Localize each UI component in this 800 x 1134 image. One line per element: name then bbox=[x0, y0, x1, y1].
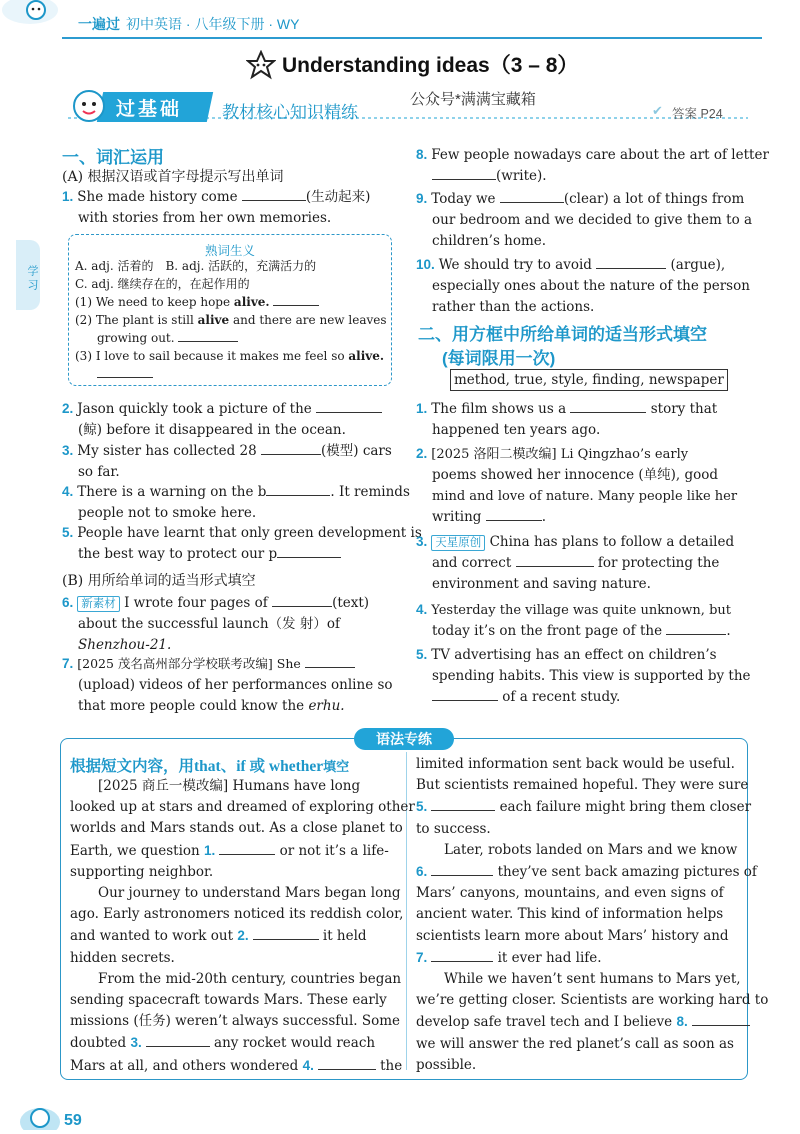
question-hint: (text) bbox=[332, 595, 370, 611]
passage-line: scientists learn more about Mars’ history and bbox=[416, 927, 729, 944]
answer-blank[interactable] bbox=[431, 863, 493, 876]
passage-line: to success. bbox=[416, 820, 491, 837]
question-b2: 2. [2025 洛阳二模改编] Li Qingzhao’s early poems showed her innocence (单纯), good mind and love of nature. Many people like her writing . bbox=[416, 446, 738, 525]
header-series-line bbox=[78, 14, 299, 34]
answer-blank[interactable] bbox=[318, 1057, 376, 1070]
answer-blank[interactable] bbox=[253, 927, 319, 940]
question-text: with stories from her own memories. bbox=[78, 210, 332, 226]
question-text: China has plans to follow a detailed bbox=[489, 534, 735, 550]
question-text: Few people nowadays care about the art of letter bbox=[431, 147, 769, 163]
question-number: 1. bbox=[416, 401, 428, 416]
answer-blank[interactable] bbox=[500, 190, 564, 203]
question-number: 2. bbox=[416, 446, 428, 461]
passage-line: Mars’ canyons, mountains, and even signs of bbox=[416, 885, 724, 902]
section-b-title-2: (每词限用一次) bbox=[442, 349, 556, 368]
answer-blank[interactable] bbox=[316, 400, 382, 413]
question-a1 bbox=[62, 186, 400, 229]
title-star-icon bbox=[246, 50, 276, 84]
answer-blank[interactable] bbox=[277, 545, 341, 558]
passage-line: ancient water. This kind of information helps bbox=[416, 906, 724, 923]
question-text: happened ten years ago. bbox=[432, 422, 601, 438]
answer-blank[interactable] bbox=[486, 508, 542, 521]
grammar-tab bbox=[354, 728, 454, 750]
blank-number: 6. bbox=[416, 864, 428, 880]
question-text: The film shows us a bbox=[431, 401, 567, 417]
question-text: mind and love of nature. Many people like her bbox=[432, 489, 738, 504]
check-icon: ✔ bbox=[652, 104, 663, 119]
answer-ref: 答案 P24 bbox=[672, 107, 723, 121]
word-box bbox=[450, 369, 728, 391]
question-text: the best way to protect our p bbox=[78, 546, 278, 562]
passage-line: supporting neighbor. bbox=[70, 863, 214, 880]
question-b1 bbox=[416, 398, 756, 441]
example-sentence: (2) The plant is still bbox=[75, 313, 194, 327]
question-text: for protecting the bbox=[597, 555, 720, 571]
passage-line: we’re getting closer. Scientists are working hard to bbox=[416, 992, 769, 1009]
question-a8 bbox=[416, 144, 769, 187]
question-text: TV advertising has an effect on children’s bbox=[431, 647, 717, 663]
blank-number: 4. bbox=[302, 1057, 314, 1073]
blank-number: 3. bbox=[130, 1035, 142, 1051]
new-material-tag: 新素材 bbox=[77, 596, 120, 612]
question-hint: (argue), bbox=[670, 257, 726, 273]
passage-line: Mars at all, and others wondered bbox=[70, 1057, 299, 1074]
section-a-title: 一、词汇运用 bbox=[62, 148, 164, 167]
question-number: 8. bbox=[416, 147, 428, 162]
question-text: Jason quickly took a picture of the bbox=[77, 401, 312, 417]
question-text: environment and saving nature. bbox=[432, 576, 651, 592]
blank-number: 7. bbox=[416, 949, 428, 965]
grammar-passage-right bbox=[416, 754, 769, 1076]
answer-blank[interactable] bbox=[570, 400, 646, 413]
question-number: 3. bbox=[62, 443, 74, 458]
answer-blank[interactable] bbox=[432, 688, 498, 701]
question-text: today it’s on the front page of the bbox=[432, 623, 663, 639]
header-rule bbox=[62, 37, 762, 39]
question-a7 bbox=[62, 653, 400, 717]
example-sentence: (1) We need to keep hope bbox=[75, 295, 231, 309]
passage-line: But scientists remained hopeful. They were sure bbox=[416, 777, 749, 794]
question-text: People have learnt that only green development is bbox=[77, 525, 422, 541]
question-text: of a recent study. bbox=[502, 689, 621, 705]
keyword: alive. bbox=[233, 295, 270, 309]
word-meaning-box-title: 熟词生义 bbox=[204, 244, 255, 258]
passage-line: develop safe travel tech and I believe bbox=[416, 1014, 673, 1031]
question-text: that more people could know the bbox=[78, 698, 305, 714]
question-text: so far. bbox=[78, 464, 120, 480]
question-text: (upload) videos of her performances online so bbox=[78, 677, 393, 693]
question-number: 5. bbox=[416, 647, 428, 662]
question-number: 7. bbox=[62, 656, 74, 671]
question-a5 bbox=[62, 522, 422, 565]
question-hint: (clear) a lot of things from bbox=[563, 191, 745, 207]
question-a10 bbox=[416, 254, 756, 318]
section-b-title: 二、用方框中所给单词的适当形式填空 bbox=[418, 325, 707, 344]
question-text: . It reminds bbox=[330, 484, 410, 500]
question-number: 4. bbox=[62, 484, 74, 499]
word-box-words: method, true, style, finding, newspaper bbox=[454, 372, 724, 388]
example-sentence: and there are new leaves bbox=[232, 313, 387, 327]
question-text: My sister has collected 28 bbox=[77, 443, 257, 459]
passage-line: Earth, we question bbox=[70, 842, 200, 859]
passage-line: the bbox=[380, 1057, 403, 1074]
question-b4: 4. Yesterday the village was quite unknown, but today it’s on the front page of the . bbox=[416, 602, 731, 639]
answer-blank[interactable] bbox=[692, 1013, 750, 1026]
watermark-text: 公众号*满满宝藏箱 bbox=[410, 91, 536, 108]
question-hint: (write). bbox=[496, 168, 547, 184]
keyword: alive bbox=[197, 313, 230, 327]
header-logo bbox=[0, 0, 60, 30]
question-a9 bbox=[416, 188, 756, 252]
word-meaning-box bbox=[68, 234, 392, 386]
answer-blank[interactable] bbox=[431, 798, 495, 811]
grammar-tab-label: 语法专练 bbox=[376, 731, 432, 747]
answer-blank[interactable] bbox=[146, 1034, 210, 1047]
series-name: 一遍过 bbox=[78, 16, 120, 32]
question-text: There is a warning on the b bbox=[77, 484, 267, 500]
question-text: our bedroom and we decided to give them to a bbox=[432, 212, 753, 228]
question-text: rather than the actions. bbox=[432, 299, 595, 315]
answer-blank[interactable] bbox=[242, 188, 306, 201]
blank-number: 8. bbox=[676, 1014, 688, 1030]
answer-blank[interactable] bbox=[305, 655, 355, 668]
answer-blank[interactable] bbox=[596, 256, 666, 269]
passage-line: From the mid-20th century, countries began bbox=[98, 970, 402, 987]
blank-number: 2. bbox=[237, 928, 249, 944]
passage-line: ago. Early astronomers noticed its reddish color, bbox=[70, 906, 404, 923]
question-a2 bbox=[62, 398, 400, 441]
question-number: 1. bbox=[62, 189, 74, 204]
passage-line: it held bbox=[322, 928, 367, 945]
question-hint: (模型) cars bbox=[321, 443, 392, 459]
passage-line: or not it’s a life- bbox=[279, 842, 389, 859]
passage-line: doubted bbox=[70, 1035, 127, 1052]
original-tag: 天星原创 bbox=[431, 535, 485, 551]
question-hint: (生动起来) bbox=[305, 189, 371, 205]
passage-line: any rocket would reach bbox=[214, 1035, 376, 1052]
footer-mascot-icon bbox=[20, 1100, 60, 1130]
question-number: 4. bbox=[416, 602, 428, 617]
question-text: and correct bbox=[432, 555, 512, 571]
question-text: [2025 茂名高州部分学校联考改编] She bbox=[77, 656, 301, 671]
passage-line: While we haven’t sent humans to Mars yet, bbox=[444, 971, 741, 988]
passage-line: it ever had life. bbox=[497, 949, 602, 966]
blank-number: 5. bbox=[416, 799, 428, 815]
answer-blank[interactable] bbox=[261, 442, 321, 455]
question-text: about the successful launch（发 射）of bbox=[78, 616, 340, 632]
question-number: 2. bbox=[62, 401, 74, 416]
side-tab bbox=[16, 240, 40, 310]
question-number: 3. bbox=[416, 534, 428, 549]
answer-blank[interactable] bbox=[273, 293, 319, 306]
passage-line: possible. bbox=[416, 1056, 477, 1073]
answer-blank[interactable] bbox=[266, 483, 330, 496]
meaning-options-2: C. adj. 继续存在的，在起作用的 bbox=[75, 277, 250, 291]
question-text: spending habits. This view is supported by the bbox=[432, 668, 751, 684]
lesson-title: Understanding ideas（3 – 8） bbox=[282, 54, 579, 77]
answer-blank[interactable] bbox=[272, 594, 332, 607]
page-number: 59 bbox=[64, 1112, 82, 1129]
banner-subtitle: 教材核心知识精练 bbox=[222, 103, 358, 122]
question-text: Shenzhou-21. bbox=[78, 637, 172, 653]
section-a-sub-b: (B) 用所给单词的适当形式填空 bbox=[62, 573, 256, 589]
answer-blank[interactable] bbox=[219, 842, 275, 855]
question-b5 bbox=[416, 644, 756, 708]
grammar-title-b: that、if 或 whether bbox=[194, 758, 324, 775]
side-tab-label: 学 习 bbox=[26, 265, 38, 291]
grammar-title bbox=[70, 754, 349, 776]
meaning-options-1: A. adj. 活着的 B. adj. 活跃的，充满活力的 bbox=[75, 259, 317, 273]
mascot-icon bbox=[70, 88, 108, 124]
answer-blank[interactable] bbox=[178, 329, 238, 342]
answer-blank[interactable] bbox=[432, 167, 496, 180]
question-text: [2025 洛阳二模改编] Li Qingzhao’s early bbox=[431, 447, 689, 462]
section-a-subtitle: (A) 根据汉语或首字母提示写出单词 bbox=[62, 169, 284, 185]
keyword: alive. bbox=[348, 349, 385, 363]
passage-line: limited information sent back would be useful. bbox=[416, 756, 735, 772]
passage-line: hidden secrets. bbox=[70, 949, 175, 966]
question-text: Yesterday the village was quite unknown, but bbox=[431, 603, 731, 618]
question-number: 9. bbox=[416, 191, 428, 206]
question-a3 bbox=[62, 440, 400, 483]
passage-line: worlds and Mars stands out. As a close planet to bbox=[70, 820, 403, 837]
question-a6 bbox=[62, 592, 400, 656]
question-text: poems showed her innocence (单纯), good bbox=[432, 467, 719, 483]
question-number: 10. bbox=[416, 257, 435, 272]
passage-line: looked up at stars and dreamed of exploring other bbox=[70, 799, 415, 816]
example-sentence: (3) I love to sail because it makes me feel so bbox=[75, 349, 345, 363]
question-text: children’s home. bbox=[432, 233, 547, 249]
answer-blank[interactable] bbox=[666, 622, 726, 635]
question-number: 6. bbox=[62, 595, 74, 610]
question-b3 bbox=[416, 531, 756, 595]
question-text: She made history come bbox=[77, 189, 238, 205]
answer-blank[interactable] bbox=[431, 949, 493, 962]
answer-blank[interactable] bbox=[97, 365, 153, 378]
grammar-passage-left bbox=[70, 776, 415, 1077]
question-text: I wrote four pages of bbox=[124, 595, 268, 611]
question-text: We should try to avoid bbox=[438, 257, 592, 273]
question-number: 5. bbox=[62, 525, 74, 540]
answer-blank[interactable] bbox=[516, 554, 594, 567]
passage-line: each failure might bring them closer bbox=[499, 799, 752, 816]
question-text: especially ones about the nature of the person bbox=[432, 278, 750, 294]
question-text: erhu. bbox=[308, 698, 345, 714]
passage-line: Later, robots landed on Mars and we know bbox=[444, 841, 738, 858]
passage-line: we will answer the red planet’s call as soon as bbox=[416, 1035, 734, 1052]
question-text: story that bbox=[650, 401, 718, 417]
question-a4 bbox=[62, 481, 410, 524]
passage-line: and wanted to work out bbox=[70, 928, 234, 945]
passage-line: [2025 商丘一模改编] Humans have long bbox=[98, 778, 361, 794]
example-sentence: growing out. bbox=[97, 331, 175, 345]
passage-line: Our journey to understand Mars began long bbox=[98, 885, 401, 902]
question-text: people not to smoke here. bbox=[78, 505, 257, 521]
blank-number: 1. bbox=[204, 842, 216, 858]
banner-badge: 过基础 bbox=[116, 99, 183, 120]
question-text: (鲸) before it disappeared in the ocean. bbox=[78, 422, 346, 438]
grammar-title-a: 根据短文内容，用 bbox=[70, 758, 195, 775]
passage-line: they’ve sent back amazing pictures of bbox=[497, 864, 757, 881]
question-text: Today we bbox=[431, 191, 496, 207]
book-name: 初中英语 · 八年级下册 · WY bbox=[126, 16, 300, 32]
grammar-title-c: 填空 bbox=[323, 759, 350, 774]
question-text: writing bbox=[432, 509, 482, 525]
passage-line: missions (任务) weren’t always successful. Some bbox=[70, 1013, 401, 1030]
passage-line: sending spacecraft towards Mars. These early bbox=[70, 992, 387, 1009]
